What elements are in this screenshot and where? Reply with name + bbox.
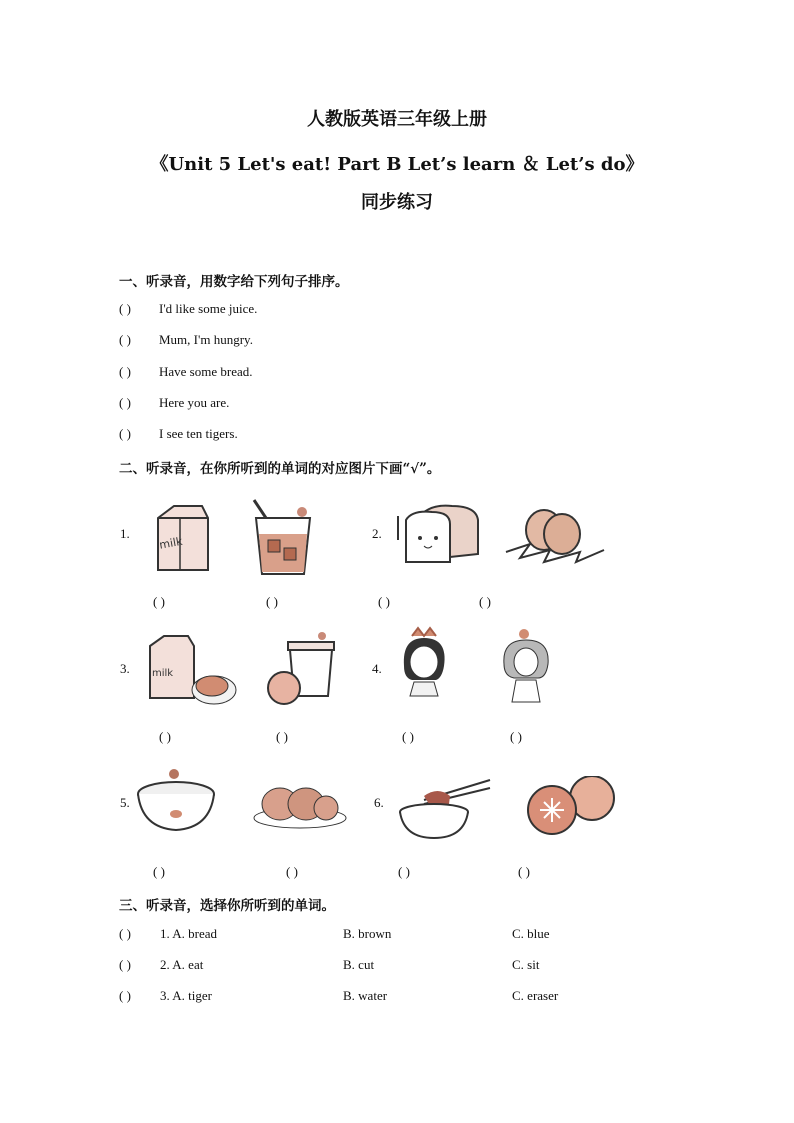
answer-blank[interactable]: ( ): [276, 729, 288, 744]
sentence-text: I see ten tigers.: [159, 426, 238, 441]
noodles-picture: [394, 776, 494, 846]
answer-blank[interactable]: ( ): [479, 594, 491, 609]
answer-blank[interactable]: ( ): [286, 864, 298, 879]
bread-picture: [392, 500, 482, 574]
sentence-text: Mum, I'm hungry.: [159, 332, 253, 347]
answer-blank[interactable]: ( ): [510, 729, 522, 744]
answer-blank[interactable]: ( ): [119, 926, 131, 941]
section2-heading: 二、听录音，在你所听到的单词的对应图片下画“√”。: [119, 461, 441, 477]
sentence-text: Here you are.: [159, 395, 230, 410]
svg-text:milk: milk: [152, 668, 174, 679]
woman-with-crown-picture: [392, 626, 462, 712]
option-a: 2. A. eat: [160, 957, 204, 972]
option-c: C. blue: [512, 926, 550, 941]
answer-blank[interactable]: ( ): [159, 729, 171, 744]
question-number: 4.: [372, 661, 382, 676]
answer-blank[interactable]: ( ): [378, 594, 390, 609]
svg-text:milk: milk: [158, 534, 184, 552]
juice-cup-picture: [262, 630, 342, 714]
sentence-text: Have some bread.: [159, 364, 253, 379]
list-item: [119, 301, 257, 317]
answer-blank[interactable]: ( ): [119, 988, 131, 1003]
fruit-picture: [524, 776, 620, 840]
answer-blank[interactable]: ( ): [119, 426, 131, 441]
question-number: 2.: [372, 526, 382, 541]
answer-blank[interactable]: ( ): [119, 301, 131, 316]
option-b: B. cut: [343, 957, 375, 972]
page-title: 人教版英语三年级上册: [307, 109, 487, 130]
option-b: B. water: [343, 988, 388, 1003]
buns-picture: [250, 768, 350, 834]
option-a: 1. A. bread: [160, 926, 218, 941]
list-item: [119, 395, 229, 411]
rice-bowl-picture: [132, 766, 222, 842]
juice-glass-picture: [244, 494, 324, 584]
answer-blank[interactable]: ( ): [119, 395, 131, 410]
answer-blank[interactable]: ( ): [402, 729, 414, 744]
option-a: 3. A. tiger: [160, 988, 212, 1003]
option-b: B. brown: [343, 926, 392, 941]
list-item: [119, 364, 253, 380]
question-number: 1.: [120, 526, 130, 541]
answer-blank[interactable]: ( ): [119, 957, 131, 972]
answer-blank[interactable]: ( ): [153, 864, 165, 879]
eggs-picture: [500, 500, 610, 574]
option-c: C. sit: [512, 957, 540, 972]
list-item: [119, 332, 253, 348]
option-c: C. eraser: [512, 988, 559, 1003]
section1-heading: 一、听录音，用数字给下列句子排序。: [119, 274, 349, 290]
answer-blank[interactable]: ( ): [119, 332, 131, 347]
answer-blank[interactable]: ( ): [518, 864, 530, 879]
old-woman-picture: [494, 626, 564, 712]
sentence-text: I'd like some juice.: [159, 301, 258, 316]
answer-blank[interactable]: ( ): [398, 864, 410, 879]
answer-blank[interactable]: ( ): [119, 364, 131, 379]
page-subtitle-practice: 同步练习: [361, 192, 433, 213]
milk-and-bread-picture: [140, 632, 240, 716]
list-item: [119, 426, 238, 442]
question-number: 5.: [120, 795, 130, 810]
answer-blank[interactable]: ( ): [266, 594, 278, 609]
section3-heading: 三、听录音，选择你所听到的单词。: [119, 898, 335, 914]
page-subtitle: 《Unit 5 Let's eat! Part B Let’s learn ＆ Let’s do》: [150, 154, 644, 175]
answer-blank[interactable]: ( ): [153, 594, 165, 609]
question-number: 3.: [120, 661, 130, 676]
question-number: 6.: [374, 795, 384, 810]
milk-carton-picture: [140, 500, 220, 584]
